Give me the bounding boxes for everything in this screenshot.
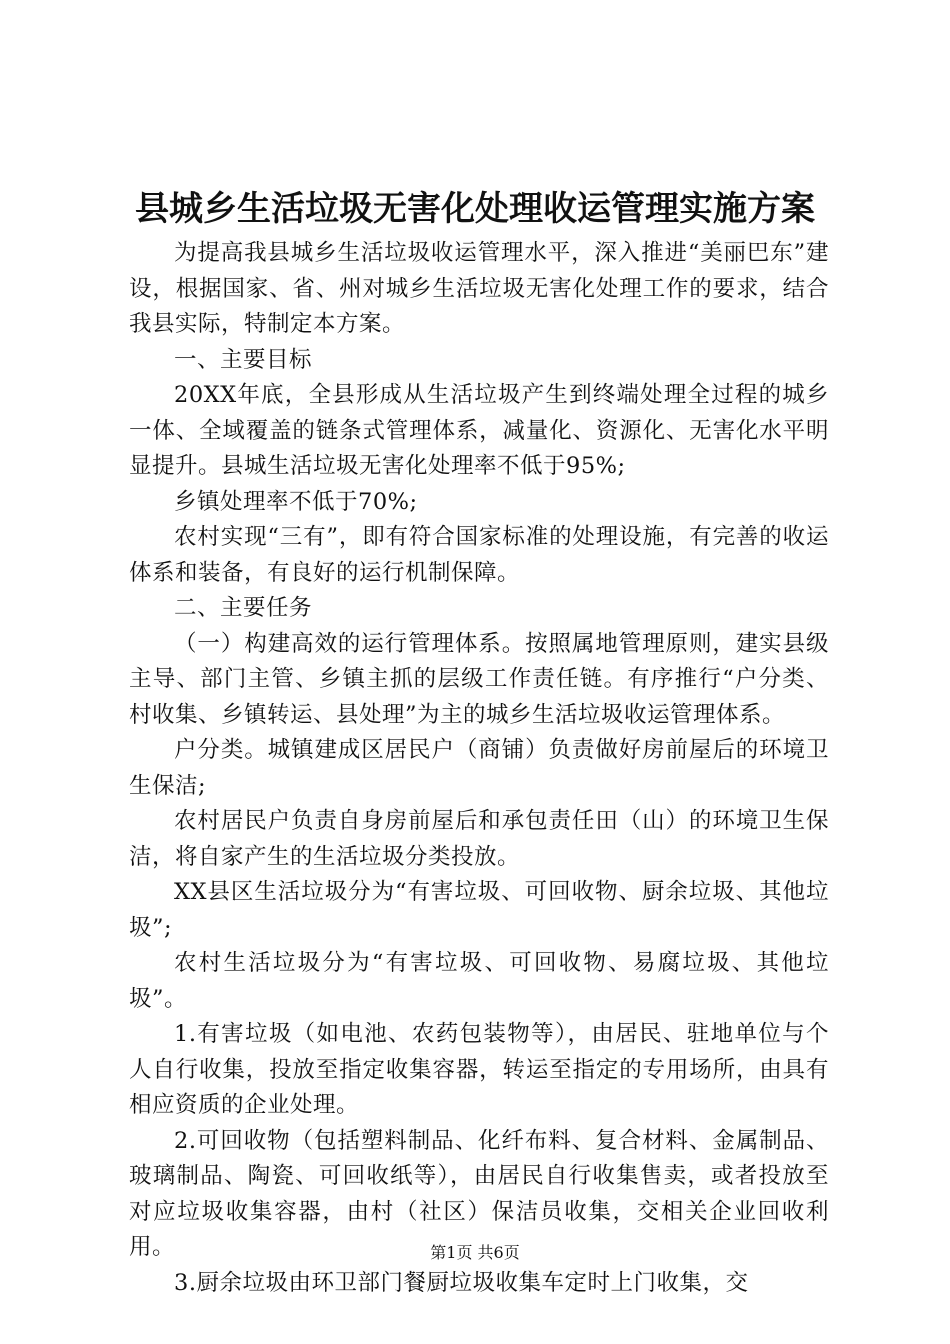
- paragraph-rural-categories: 农村生活垃圾分为“有害垃圾、可回收物、易腐垃圾、其他垃圾”。: [129, 950, 829, 1012]
- paragraph-rural-households: 农村居民户负责自身房前屋后和承包责任田（山）的环境卫生保洁，将自家产生的生活垃圾分类投放。: [129, 808, 829, 870]
- paragraph-goal-township: 乡镇处理率不低于70%;: [174, 488, 418, 515]
- document-body: [129, 236, 829, 1301]
- paragraph-task-system: （一）构建高效的运行管理体系。按照属地管理原则，建实县级主导、部门主管、乡镇主抓的层级工作责任链。有序推行“户分类、村收集、乡镇转运、县处理”为主的城乡生活垃圾收运管理体系。: [129, 630, 829, 728]
- paragraph-goal-county: 20XX年底，全县形成从生活垃圾产生到终端处理全过程的城乡一体、全域覆盖的链条式管理体系，减量化、资源化、无害化水平明显提升。县城生活垃圾无害化处理率不低于95%;: [129, 382, 829, 479]
- heading-main-tasks: 二、主要任务: [174, 595, 313, 621]
- page-footer: 第1页 共6页: [430, 1243, 520, 1262]
- paragraph-county-categories: XX县区生活垃圾分为“有害垃圾、可回收物、厨余垃圾、其他垃圾”;: [129, 879, 829, 941]
- paragraph-goal-rural: 农村实现“三有”，即有符合国家标准的处理设施，有完善的收运体系和装备，有良好的运行机制保障。: [129, 524, 829, 586]
- paragraph-intro: 为提高我县城乡生活垃圾收运管理水平，深入推进“美丽巴东”建设，根据国家、省、州对城乡生活垃圾无害化处理工作的要求，结合我县实际，特制定本方案。: [129, 240, 829, 337]
- paragraph-household-sorting: 户分类。城镇建成区居民户（商铺）负责做好房前屋后的环境卫生保洁;: [129, 737, 829, 799]
- list-item-kitchen: 3.厨余垃圾由环卫部门餐厨垃圾收集车定时上门收集，交: [174, 1269, 749, 1296]
- list-item-recyclable: 2.可回收物（包括塑料制品、化纤布料、复合材料、金属制品、玻璃制品、陶瓷、可回收纸等），由居民自行收集售卖，或者投放至对应垃圾收集容器，由村（社区）保洁员收集，交相关企业回收利用。: [129, 1127, 829, 1260]
- list-item-hazardous: 1.有害垃圾（如电池、农药包装物等），由居民、驻地单位与个人自行收集，投放至指定收集容器，转运至指定的专用场所，由具有相应资质的企业处理。: [129, 1021, 829, 1118]
- document-title: 县城乡生活垃圾无害化处理收运管理实施方案: [135, 189, 815, 229]
- heading-main-goals: 一、主要目标: [174, 346, 313, 373]
